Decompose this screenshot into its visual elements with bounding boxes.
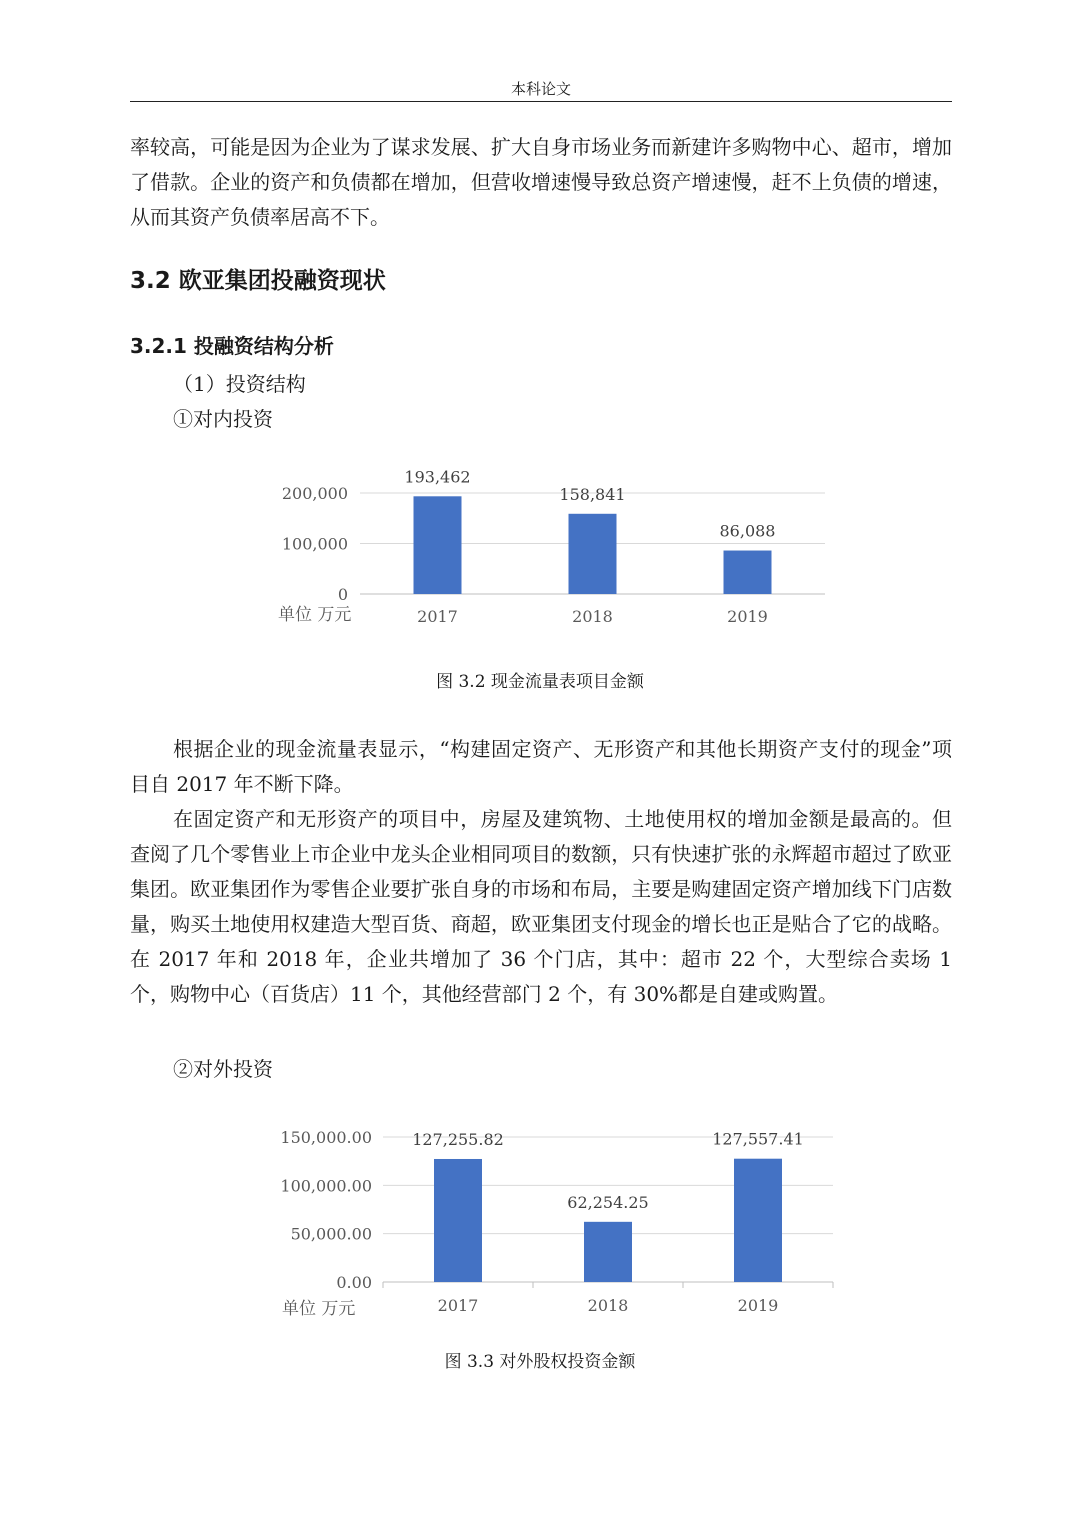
paragraph-cash-flow: 根据企业的现金流量表显示，“构建固定资产、无形资产和其他长期资产支付的现金”项目自 2017 年不断下降。 [130,737,952,796]
data-label: 193,462 [404,467,471,487]
x-category-label: 2017 [417,607,458,626]
y-tick-label: 100,000.00 [280,1176,372,1196]
data-label: 86,088 [719,521,776,541]
x-category-label: 2019 [727,607,768,626]
bar-2018 [584,1222,632,1282]
subsection-heading: 3.2.1 投融资结构分析 [130,334,334,358]
bar-2019 [734,1159,782,1282]
figure-3-2-caption: 图 3.2 现金流量表项目金额 [436,672,644,692]
chart-external-investment [0,1115,1080,1330]
paragraph-fixed-assets: 在固定资产和无形资产的项目中，房屋及建筑物、土地使用权的增加金额是最高的。但查阅了几个零售业上市企业中龙头企业相同项目的数额，只有快速扩张的永辉超市超过了欧亚集团。欧亚集团作为零售企业要扩张自身的市场和布局，主要是购建固定资产增加线下门店数量，购买土地使用权建造大型百货、商超，欧亚集团支付现金的增长也正是贴合了它的战略。在 2017 年和 2018 年，企业共增加了 36 个门店，其中：超市 22 个，大型综合卖场 1 个，购物中心（百货店）11 个，其他经营部门 2 个，有 30%都是自建或购置。 [130,807,952,1006]
data-label: 127,255.82 [412,1129,504,1149]
x-category-label: 2017 [437,1296,479,1315]
bar-2018 [569,514,617,594]
section-heading: 3.2 欧亚集团投融资现状 [130,268,386,294]
y-tick-label: 200,000 [281,484,348,503]
chart-internal-investment [0,455,1080,645]
figure-3-3-caption: 图 3.3 对外股权投资金额 [444,1352,636,1372]
unit-label: 单位 万元 [278,605,352,625]
y-tick-label: 0 [337,585,348,604]
x-category-label: 2018 [572,607,613,626]
y-tick-label: 100,000 [281,534,348,554]
bar-2017 [434,1159,482,1282]
intro-paragraph: 率较高，可能是因为企业为了谋求发展、扩大自身市场业务而新建许多购物中心、超市，增加了借款。企业的资产和负债都在增加，但营收增速慢导致总资产增速慢，赶不上负债的增速，从而其资产负债率居高不下。 [130,135,952,229]
item-external-investment: ②对外投资 [173,1057,273,1081]
y-tick-label: 50,000.00 [290,1224,372,1244]
item-internal-investment: ①对内投资 [173,407,273,431]
y-tick-label: 150,000.00 [280,1128,372,1147]
x-category-label: 2019 [737,1296,779,1315]
y-tick-label: 0.00 [336,1273,372,1292]
header-title: 本科论文 [510,80,571,98]
data-label: 158,841 [559,484,626,504]
header-rule [130,101,952,102]
data-label: 62,254.25 [567,1192,649,1212]
data-label: 127,557.41 [712,1129,804,1149]
item-investment-structure: （1）投资结构 [173,372,306,396]
unit-label: 单位 万元 [282,1299,356,1319]
bar-2017 [414,496,462,594]
bar-2019 [724,551,772,594]
x-category-label: 2018 [587,1296,629,1315]
